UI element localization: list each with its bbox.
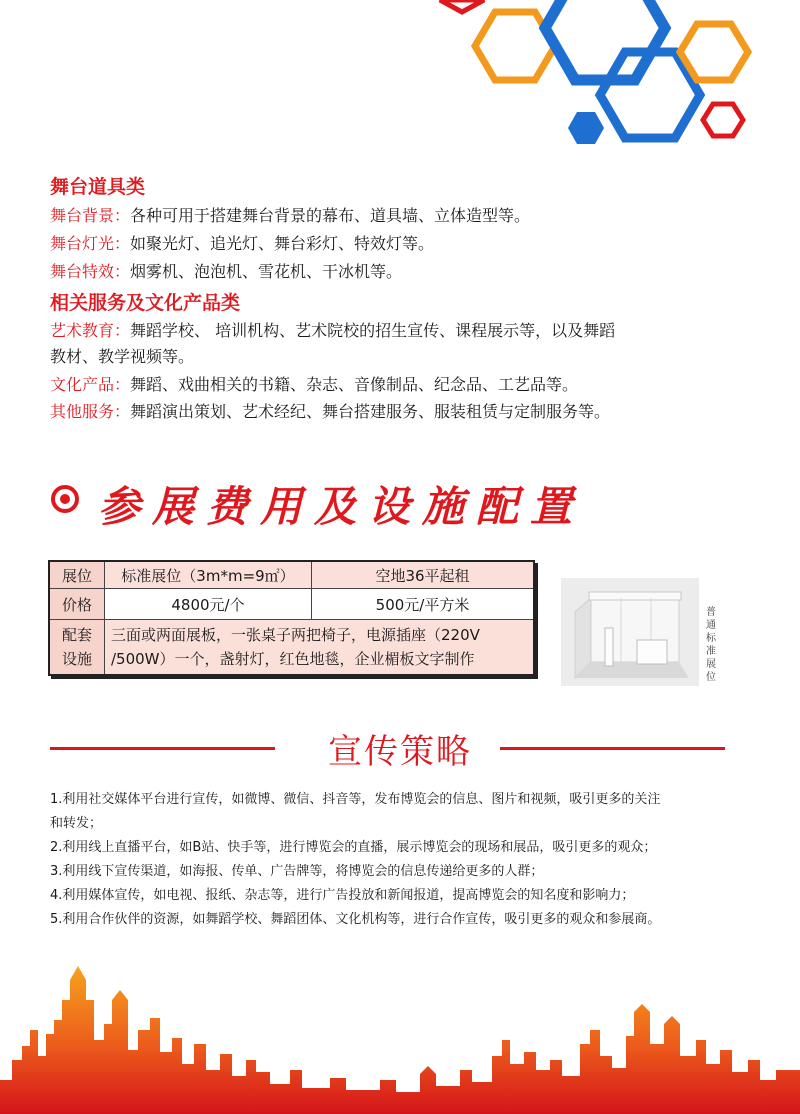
table-cell: 500元/平方米 (312, 589, 535, 620)
booth-caption-char: 标 (706, 633, 716, 644)
fees-table (48, 560, 535, 676)
item-text: 烟雾机、泡泡机、雪花机、干冰机等。 (130, 262, 403, 281)
circle-bullet-icon (50, 484, 80, 514)
promo-list (50, 788, 750, 932)
item-label: 艺术教育： (50, 321, 131, 340)
item-text: 舞蹈演出策划、艺术经纪、舞台搭建服务、服装租赁与定制服务等。 (130, 402, 611, 421)
header-line: 配套 (61, 626, 92, 644)
item-text: 舞蹈学校、 培训机构、艺术院校的招生宣传、课程展示等，以及舞蹈 (130, 321, 616, 340)
table-row (49, 561, 534, 589)
item-label: 舞台背景： (50, 206, 131, 225)
city-skyline-decoration (0, 960, 800, 1114)
list-item-continuation: 教材、教学视频等。 (50, 347, 195, 366)
hexagon-decoration (0, 0, 800, 160)
booth-caption-char: 展 (706, 659, 716, 670)
item-label: 其他服务： (50, 402, 131, 421)
table-row (49, 589, 534, 620)
item-text: 如聚光灯、追光灯、舞台彩灯、特效灯等。 (130, 234, 435, 253)
table-header-cell (49, 620, 105, 676)
promo-title: 宣传策略 (328, 732, 472, 772)
divider-left (50, 747, 275, 750)
booth-caption-char: 位 (706, 672, 716, 683)
promo-item: 2.利用线上直播平台，如B站、快手等，进行博览会的直播，展示博览会的现场和展品，吸引更多的观众； (50, 840, 657, 855)
category-title-services: 相关服务及文化产品类 (50, 292, 241, 314)
promo-item: 5.利用合作伙伴的资源，如舞蹈学校、舞蹈团体、文化机构等，进行合作宣传，吸引更多的观众和参展商。 (50, 912, 661, 927)
list-item (50, 399, 750, 425)
booth-caption (704, 606, 718, 684)
booth-caption-char: 准 (706, 646, 716, 657)
promo-item: 3.利用线下宣传渠道，如海报、传单、广告牌等，将博览会的信息传递给更多的人群； (50, 864, 544, 879)
table-cell: 标准展位（3m*m=9㎡） (105, 561, 312, 589)
fees-heading-text: 参展费用及设施配置 (98, 482, 585, 531)
list-item (50, 259, 750, 285)
promo-item: 1.利用社交媒体平台进行宣传，如微博、微信、抖音等，发布博览会的信息、图片和视频，吸引更多的关注 (50, 792, 661, 807)
list-item (50, 231, 750, 257)
table-cell: 4800元/个 (105, 589, 312, 620)
table-header-cell: 展位 (49, 561, 105, 589)
desc-line: /500W）一个，盏射灯，红色地毯，企业楣板文字制作 (111, 650, 475, 668)
table-cell (105, 620, 535, 676)
item-label: 舞台特效： (50, 262, 131, 281)
header-line: 设施 (61, 650, 92, 668)
promo-item: 和转发； (50, 816, 103, 831)
list-item (50, 318, 750, 344)
list-item (50, 203, 750, 229)
table-cell: 空地36平起租 (312, 561, 535, 589)
item-label: 舞台灯光： (50, 234, 131, 253)
list-item (50, 372, 750, 398)
booth-caption-char: 普 (706, 607, 716, 618)
standard-booth-image (561, 578, 699, 686)
booth-caption-char: 通 (706, 620, 716, 631)
promo-item: 4.利用媒体宣传，如电视、报纸、杂志等，进行广告投放和新闻报道，提高博览会的知名度和影响力； (50, 888, 635, 903)
table-header-cell: 价格 (49, 589, 105, 620)
item-label: 文化产品： (50, 375, 131, 394)
desc-line: 三面或两面展板，一张桌子两把椅子，电源插座（220V (111, 626, 480, 644)
table-row (49, 620, 534, 676)
fees-heading (50, 470, 585, 531)
item-text: 舞蹈、戏曲相关的书籍、杂志、音像制品、纪念品、工艺品等。 (130, 375, 579, 394)
item-text: 各种可用于搭建舞台背景的幕布、道具墙、立体造型等。 (130, 206, 531, 225)
category-title-stage-props: 舞台道具类 (50, 176, 146, 198)
divider-right (500, 747, 725, 750)
